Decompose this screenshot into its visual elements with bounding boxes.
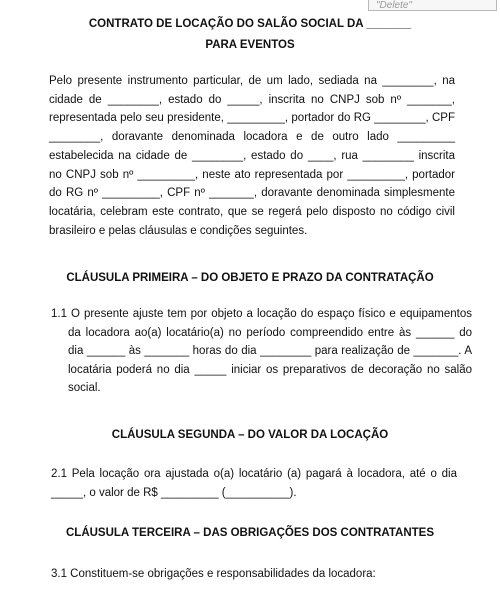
- document-title-line-1: CONTRATO DE LOCAÇÃO DO SALÃO SOCIAL DA _______: [88, 18, 412, 30]
- intro-paragraph: Pelo presente instrumento particular, de um lado, sediada na ________, na cidade de ________, estado do _____, inscrita no CNPJ sob nº _______, representada pelo seu presidente, _________, portador do RG ________, CPF ________, doravante denominada locadora e de outro lado _________ estabelecida na cidade de ________, estado do ____, rua ________ inscrita no CNPJ sob nº _________, neste ato representada por _________, portador do RG nº _________, CPF nº _______, doravante denominada simplesmente locatária, celebram este contrato, que se regerá pelo disposto no código civil brasileiro e pelas cláusulas e condições seguintes.: [49, 75, 455, 237]
- clause-1-heading: CLÁUSULA PRIMEIRA – DO OBJETO E PRAZO DA CONTRATAÇÃO: [66, 272, 434, 284]
- clause-3-paragraph: 3.1 Constituem-se obrigações e responsabilidades da locadora:: [51, 568, 376, 580]
- clause-2-heading: CLÁUSULA SEGUNDA – DO VALOR DA LOCAÇÃO: [111, 429, 389, 441]
- clause-3-heading: CLÁUSULA TERCEIRA – DAS OBRIGAÇÕES DOS CONTRATANTES: [65, 527, 434, 539]
- clause-2-paragraph: 2.1 Pela locação ora ajustada o(a) locatário (a) pagará à locadora, até o dia _____, o valor de R$ _________ (__________).: [51, 468, 457, 499]
- clause-1-paragraph: 1.1 O presente ajuste tem por objeto a locação do espaço físico e equipamentos da locadora ao(a) locatário(a) no período compreendido entre às ______ do dia ______ às _______ horas do dia ________ para realização de _______. A locatária poderá no dia _____ iniciar os preparativos de decoração no salão social.: [51, 308, 472, 394]
- document-title-line-2: PARA EVENTOS: [205, 39, 295, 51]
- delete-label: "Delete": [368, 0, 497, 11]
